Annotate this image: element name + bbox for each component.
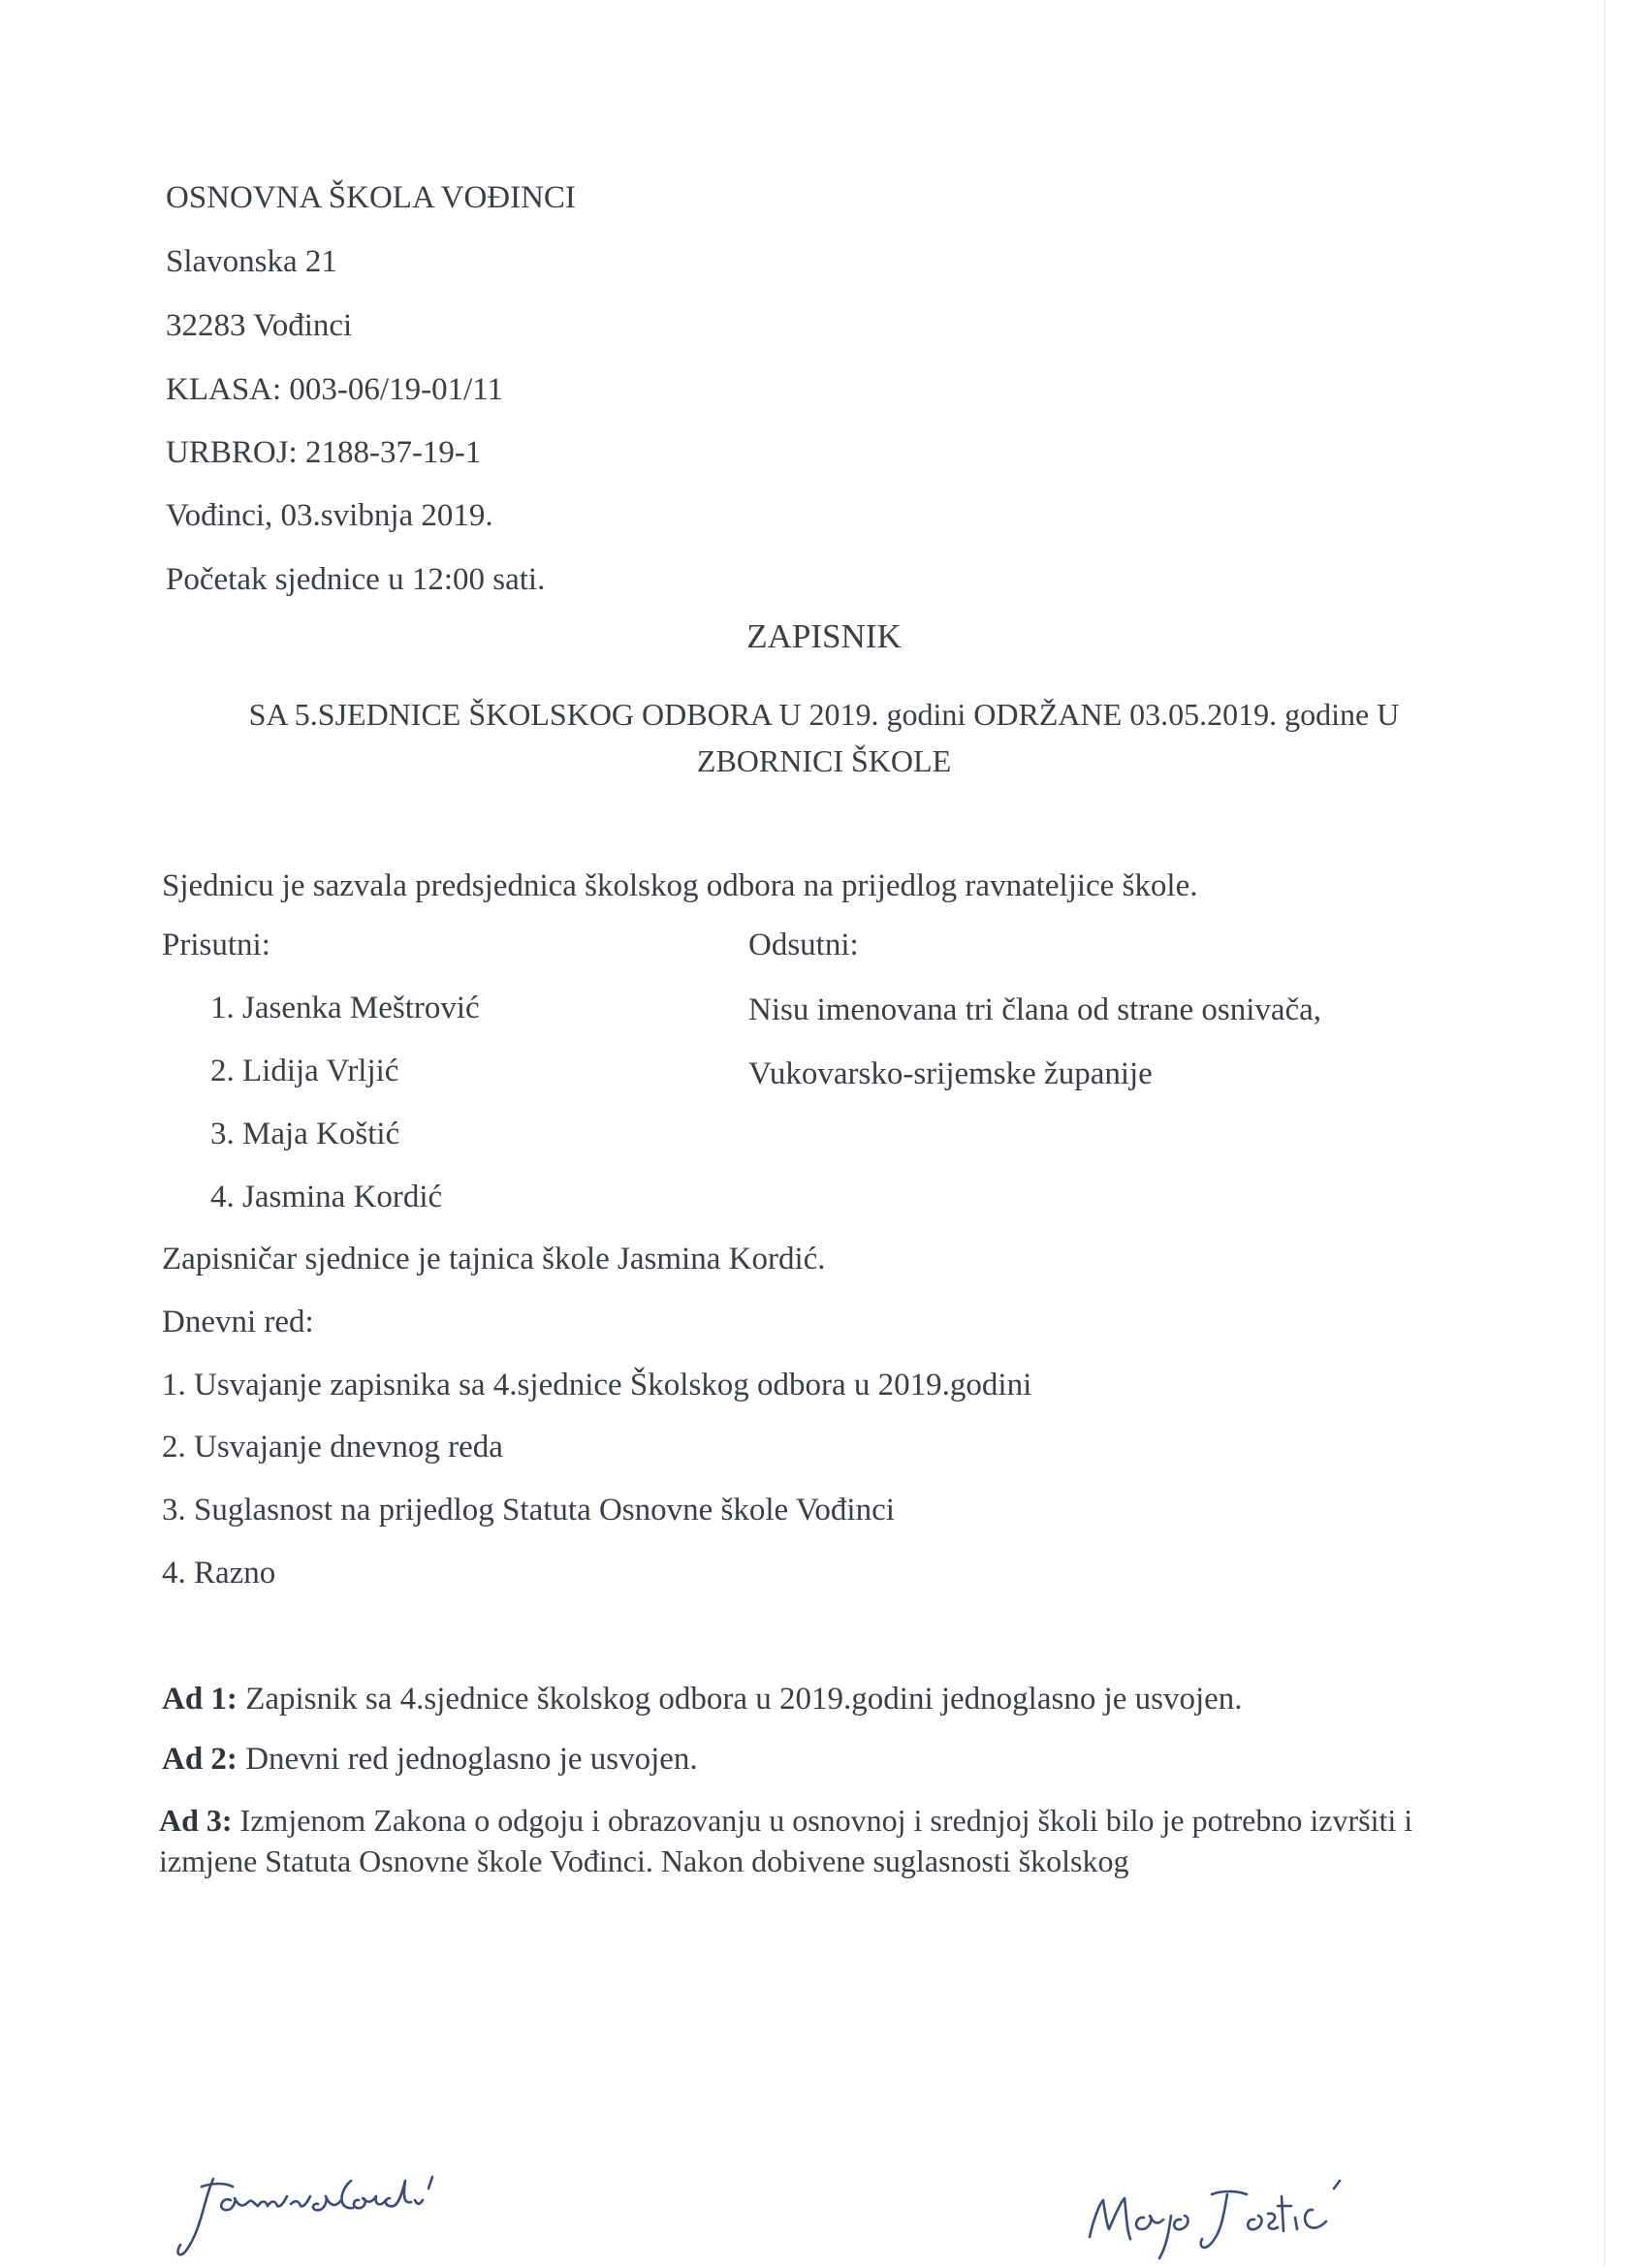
absent-line: Nisu imenovana tri člana od strane osnivača, — [748, 992, 1322, 1027]
ad-1 — [162, 1680, 1243, 1718]
page-edge — [1604, 0, 1605, 2266]
klasa: KLASA: 003-06/19-01/11 — [166, 372, 504, 407]
agenda-item: 1. Usvajanje zapisnika sa 4.sjednice Školskog odbora u 2019.godini — [162, 1368, 1032, 1402]
present-member: 2. Lidija Vrljić — [210, 1054, 399, 1088]
agenda-item: 3. Suglasnost na prijedlog Statuta Osnovne škole Vođinci — [162, 1493, 895, 1528]
recorder-text: Zapisničar sjednice je tajnica škole Jasmina Kordić. — [162, 1242, 826, 1276]
ad-3-text: Izmjenom Zakona o odgoju i obrazovanju u osnovnoj i srednjoj školi bilo je potrebno izvršiti i izmjene Statuta Osnovne škole Vođinci. Nakon dobivene suglasnosti školskog — [159, 1803, 1413, 1878]
agenda-item: 2. Usvajanje dnevnog reda — [162, 1430, 503, 1465]
present-member: 1. Jasenka Meštrović — [210, 991, 480, 1025]
signature-right-drawing — [1076, 2161, 1367, 2268]
session-start: Početak sjednice u 12:00 sati. — [166, 562, 546, 597]
ad-1-label: Ad 1: — [162, 1682, 238, 1717]
school-city: 32283 Vođinci — [166, 308, 353, 343]
present-member: 3. Maja Koštić — [210, 1117, 400, 1151]
school-street: Slavonska 21 — [166, 244, 337, 279]
signature-left — [174, 2161, 446, 2268]
ad-1-text: Zapisnik sa 4.sjednice školskog odbora u 2019.godini jednoglasno je usvojen. — [237, 1682, 1243, 1717]
ad-3 — [159, 1800, 1429, 1881]
document-title: ZAPISNIK — [746, 617, 902, 655]
document-subtitle: SA 5.SJEDNICE ŠKOLSKOG ODBORA U 2019. godini ODRŽANE 03.05.2019. godine U ZBORNICI ŠKOLE — [248, 697, 1400, 778]
absent-label: Odsutni: — [748, 928, 859, 962]
absent-line: Vukovarsko-srijemske županije — [748, 1056, 1153, 1091]
ad-2-label: Ad 2: — [162, 1742, 238, 1777]
present-label: Prisutni: — [162, 928, 270, 962]
present-member: 4. Jasmina Kordić — [210, 1180, 443, 1214]
ad-2 — [162, 1740, 698, 1779]
signature-left-drawing — [174, 2161, 446, 2268]
ad-2-text: Dnevni red jednoglasno je usvojen. — [237, 1742, 698, 1777]
agenda-item: 4. Razno — [162, 1556, 276, 1591]
urbroj: URBROJ: 2188-37-19-1 — [166, 435, 482, 470]
ad-3-label: Ad 3: — [159, 1803, 233, 1838]
agenda-label: Dnevni red: — [162, 1305, 314, 1339]
signature-right — [1076, 2161, 1367, 2268]
document-date: Vođinci, 03.svibnja 2019. — [166, 498, 493, 533]
intro-text: Sjednicu je sazvala predsjednica školskog odbora na prijedlog ravnateljice škole. — [162, 868, 1198, 903]
school-name: OSNOVNA ŠKOLA VOĐINCI — [166, 180, 576, 215]
